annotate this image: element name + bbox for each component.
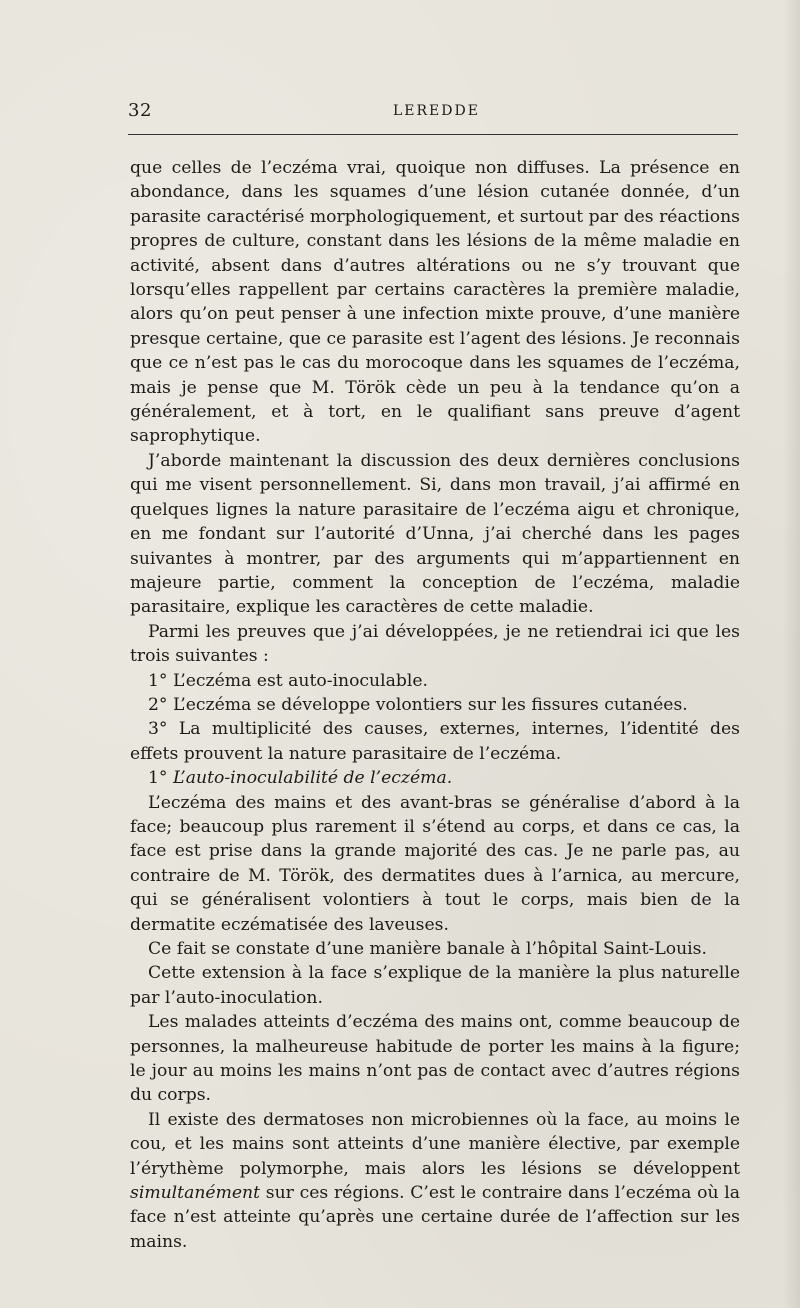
paragraph-4: L’eczéma des mains et des avant-bras se généralise d’abord à la face; beaucoup plus rarement il s’étend au corps, et dans ce cas, la face est prise dans la grande majorité des cas. Je ne parle pas, au contraire de M. Török, des dermatites dues à l’arnica, au mercure, qui se généralisent volontiers à tout le corps, mais bien de la dermatite eczématisée des laveuses. [130, 792, 740, 935]
paragraph-1: que celles de l’eczéma vrai, quoique non diffuses. La présence en abondance, dans les squames d’une lésion cutanée donnée, d’un parasite caractérisé morphologiquement, et surtout par des réactions propres de culture, constant dans les lésions de la même maladie en activité, absent dans d’autres altérations ou ne s’y trouvant que lorsqu’elles rappellent par certains caractères la première maladie, alors qu’on peut penser à une infection mixte prouve, d’une manière presque certaine, que ce parasite est l’agent des lésions. Je reconnais que ce n’est pas le cas du morocoque dans les squames de l’eczéma, mais je pense que M. Török cède un peu à la tendance qu’on a généralement, et à tort, en le qualifiant sans preuve d’agent saprophytique. [130, 158, 740, 447]
paragraph-8 [130, 1108, 740, 1254]
paragraph-5: Ce fait se constate d’une manière banale à l’hôpital Saint-Louis. [148, 939, 707, 959]
paragraph-8-end: sur ces régions. C’est le contraire dans l’eczéma où la face n’est atteinte qu’après une certaine durée de l’affection sur les mains. [130, 1183, 740, 1252]
header-rule [128, 134, 738, 135]
section-title: L’auto-inoculabilité de l’eczéma. [173, 768, 453, 789]
paragraph-3: Parmi les preuves que j’ai développées, je ne retiendrai ici que les trois suivantes : [130, 621, 740, 667]
list-item-3: 3° La multiplicité des causes, externes, internes, l’identité des effets prouvent la nature parasitaire de l’eczéma. [130, 719, 740, 764]
list-item-2: 2° L’eczéma se développe volontiers sur les fissures cutanées. [148, 694, 688, 715]
body-text [130, 156, 740, 1254]
paragraph-7: Les malades atteints d’eczéma des mains ont, comme beaucoup de personnes, la malheureuse habitude de porter les mains à la figure; le jour au moins les mains n’ont pas de contact avec d’autres régions du corps. [130, 1012, 740, 1106]
paragraph-8-emphasis: simultanément [130, 1183, 261, 1204]
paragraph-8-start: Il existe des dermatoses non microbiennes où la face, au moins le cou, et les mains sont atteints d’une manière élective, par exemple l’érythème polymorphe, mais alors les lésions se développent [130, 1109, 740, 1179]
list-item-1: 1° L’eczéma est auto-inoculable. [148, 670, 429, 691]
page-number: 32 [128, 100, 152, 121]
paragraph-6: Cette extension à la face s’explique de la manière la plus naturelle par l’auto-inoculation. [130, 963, 740, 1008]
section-number: 1° [148, 768, 168, 789]
running-head [128, 100, 738, 124]
running-title: LEREDDE [393, 103, 480, 119]
section-heading [130, 766, 740, 790]
paragraph-2: J’aborde maintenant la discussion des deux dernières conclusions qui me visent personnellement. Si, dans mon travail, j’ai affirmé en quelques lignes la nature parasitaire de l’eczéma aigu et chronique, en me fondant sur l’autorité d’Unna, j’ai cherché dans les pages suivantes à montrer, par des arguments qui m’appartiennent en majeure partie, comment la conception de l’eczéma, maladie parasitaire, explique les caractères de cette maladie. [130, 450, 740, 618]
